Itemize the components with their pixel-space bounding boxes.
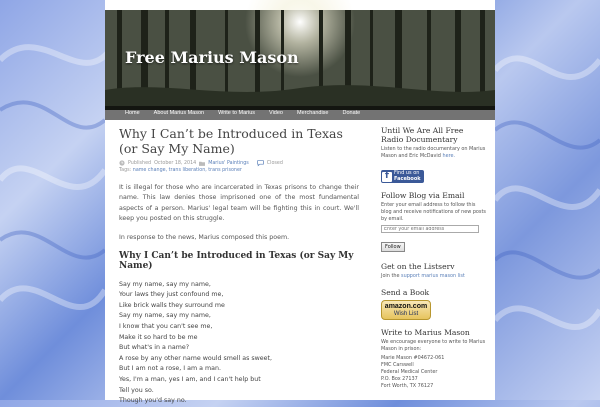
poem-line: A rose by any other name would smell as sweet,	[119, 354, 273, 362]
radio-text-body: Listen to the radio documentary on Marius Mason and Eric McDavid	[381, 146, 486, 159]
main-content	[105, 118, 495, 405]
comments-status: Closed	[266, 160, 283, 166]
nav-merchandise[interactable]: Merchandise	[296, 110, 329, 116]
poem-title: Why I Can’t be Introduced in Texas (or Say My Name)	[119, 250, 354, 271]
poem-line: But I am not a rose, I am a man.	[119, 365, 221, 373]
page-container	[105, 0, 495, 405]
address-line: Federal Medical Center	[381, 369, 438, 375]
address-line: P.O. Box 27137	[381, 376, 418, 382]
widget-book	[381, 288, 486, 320]
amazon-wishlist-button[interactable]	[381, 300, 431, 320]
poem-line: Say my name, say my name,	[119, 280, 211, 288]
follow-button[interactable]: Follow	[381, 242, 405, 252]
post-category-link[interactable]: Marius' Paintings	[208, 160, 249, 166]
widget-listserv	[381, 262, 486, 280]
wishlist-label: Wish List	[393, 310, 419, 317]
poem-line: Though you'd say no.	[119, 397, 187, 405]
write-text: We encourage everyone to write to Marius Mason in prison:	[381, 339, 486, 352]
post-paragraph-1: It is illegal for those who are incarcerated in Texas prisons to change their name. This law denies those imprisoned one of the most fundamental aspects of a person. Marius' legal team will be fighting this in court. We'll keep you posted on this struggle.	[119, 184, 359, 223]
post-meta	[119, 160, 359, 166]
poem-line: Make it so hard to be me	[119, 333, 198, 341]
radio-text	[381, 146, 486, 160]
email-field[interactable]	[381, 225, 479, 233]
poem-line: I know that you can't see me,	[119, 323, 213, 330]
poem-line: But what's in a name?	[119, 344, 190, 352]
poem-line: Tell you so.	[119, 386, 154, 394]
site-header	[105, 10, 495, 116]
post-tags	[119, 168, 359, 173]
nav-donate[interactable]: Donate	[342, 110, 361, 116]
post-article	[119, 126, 359, 407]
follow-text: Enter your email address to follow this blog and receive notifications of new posts by email.	[381, 202, 486, 222]
listserv-link[interactable]: support marius mason list	[401, 273, 465, 279]
sidebar	[381, 126, 486, 390]
facebook-line1: Find us on	[394, 170, 420, 176]
folder-icon	[199, 161, 205, 166]
poem-body	[119, 280, 359, 407]
tags-links[interactable]: name change, trans liberation, trans prisoner	[132, 168, 242, 173]
listserv-text	[381, 273, 486, 280]
amazon-logo-text: amazon.com	[384, 302, 428, 310]
facebook-line2: Facebook	[394, 175, 421, 182]
tags-label: Tags:	[119, 168, 132, 173]
book-heading: Send a Book	[381, 288, 430, 297]
address-line: Marie Mason #04672-061	[381, 355, 445, 361]
follow-heading: Follow Blog via Email	[381, 191, 465, 200]
facebook-badge[interactable]	[381, 170, 424, 183]
widget-follow	[381, 191, 486, 252]
write-heading: Write to Marius Mason	[381, 328, 470, 337]
poem-line: Yes, I'm a man, yes I am, and I can't help but	[119, 375, 261, 383]
widget-write	[381, 328, 486, 390]
nav-video[interactable]: Video	[269, 110, 283, 116]
widget-radio	[381, 126, 486, 160]
post-title[interactable]: Why I Can’t be Introduced in Texas (or Say My Name)	[119, 126, 343, 156]
listserv-prefix: Join the	[381, 273, 400, 279]
listserv-heading: Get on the Listserv	[381, 262, 455, 271]
published-prefix: Published	[128, 160, 152, 166]
address-block	[381, 355, 486, 390]
clock-icon	[119, 160, 125, 166]
site-title[interactable]: Free Marius Mason	[125, 48, 299, 67]
poem-line: Your laws they just confound me,	[119, 291, 224, 299]
address-line: FMC Carswell	[381, 362, 414, 368]
nav-about[interactable]: About Marius Mason	[153, 110, 205, 116]
radio-heading: Until We Are All Free Radio Documentary	[381, 126, 464, 144]
facebook-icon: f	[382, 172, 392, 182]
nav-write[interactable]: Write to Marius	[218, 110, 256, 116]
address-line: Fort Worth, TX 76127	[381, 383, 434, 389]
post-date: October 18, 2014	[154, 160, 197, 166]
nav-home[interactable]: Home	[125, 110, 140, 116]
poem-line: Say my name, say my name,	[119, 312, 211, 320]
comment-icon	[257, 160, 264, 166]
facebook-label	[394, 171, 421, 182]
poem-line: Like brick walls they surround me	[119, 301, 225, 309]
post-paragraph-2: In response to the news, Marius composed this poem.	[119, 233, 290, 241]
radio-link[interactable]: here.	[442, 153, 456, 159]
